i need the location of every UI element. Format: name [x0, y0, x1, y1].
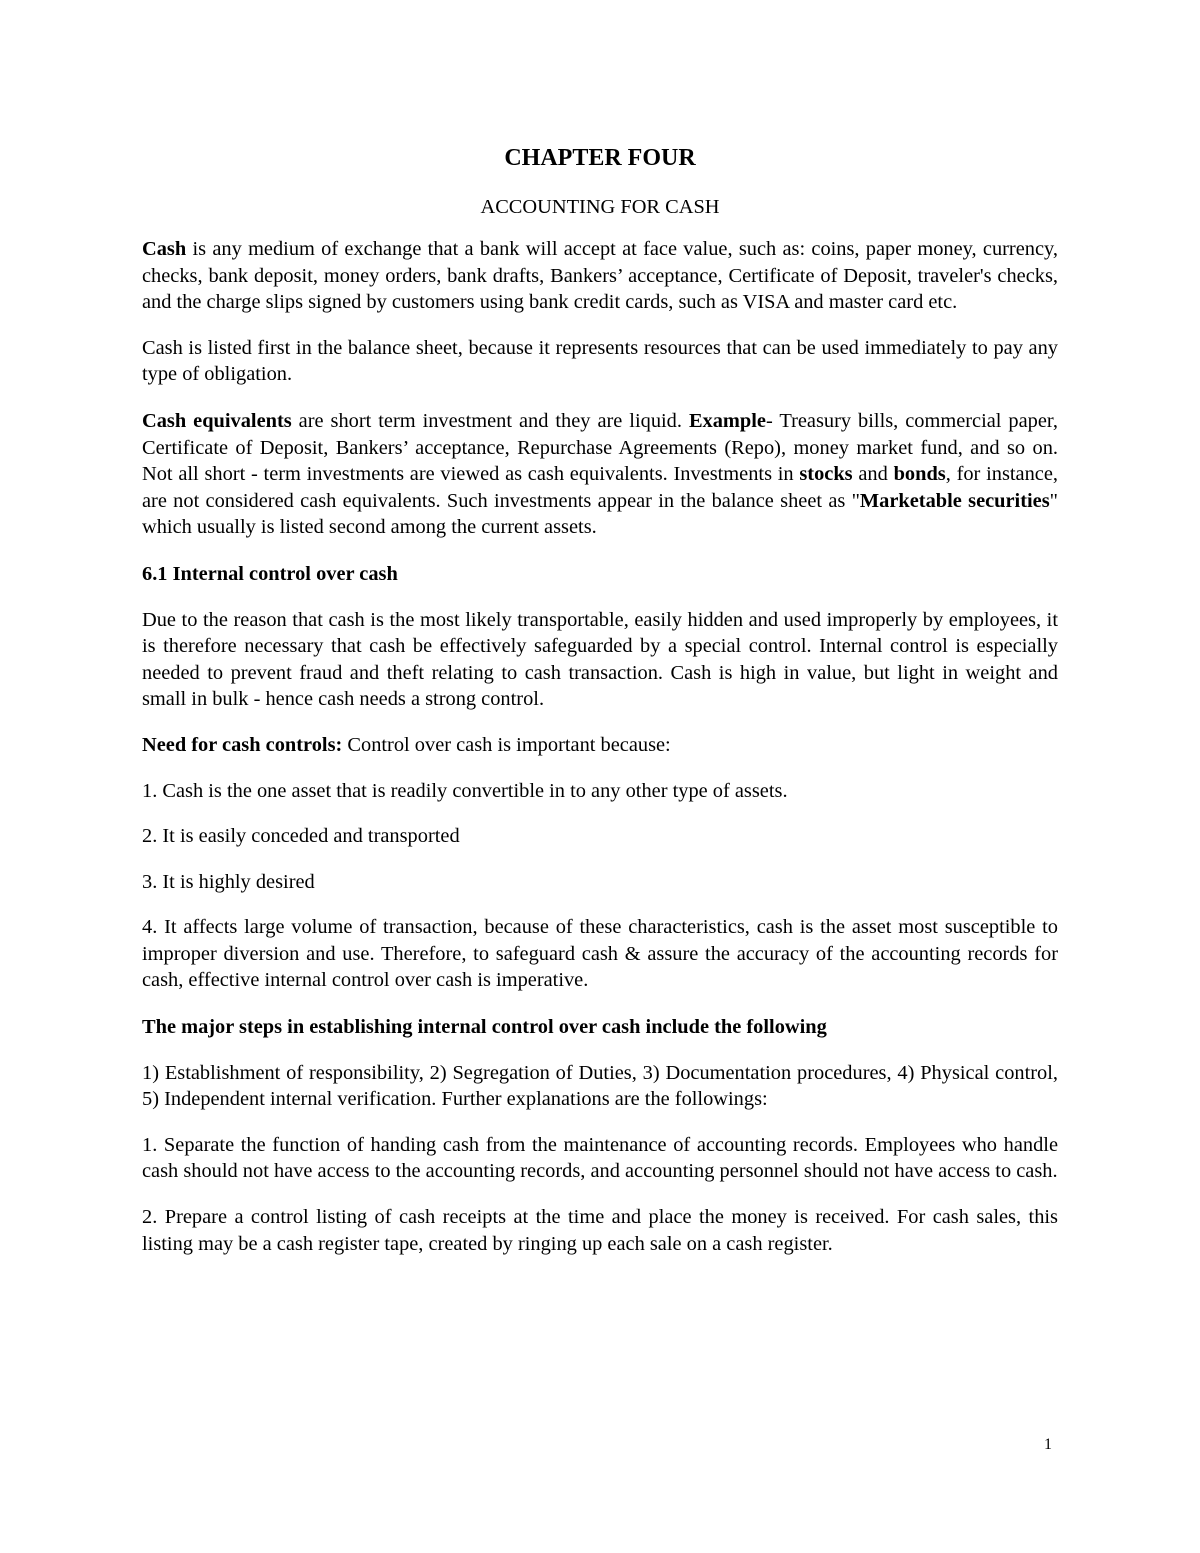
explanation-item: 2. Prepare a control listing of cash receipts at the time and place the money is received. For cash sales, this listing may be a cash register tape, created by ringing up each sale on a cash register.: [142, 1206, 1058, 1255]
explanation-item: 1. Separate the function of handing cash from the maintenance of accounting records. Employees who handle cash should not have access to the accounting records, and accounting personnel should not have access to cash.: [142, 1133, 1058, 1183]
major-steps-list: 1) Establishment of responsibility, 2) Segregation of Duties, 3) Documentation procedures, 4) Physical control, 5) Independent internal verification. Further explanations are the followings:: [142, 1061, 1058, 1111]
cash-equivalents-text-1: are short term investment and they are liquid.: [291, 409, 689, 432]
cash-equivalents-text-4: " which usually is listed second among the current assets.: [142, 489, 1058, 539]
major-steps-heading: The major steps in establishing internal control over cash include the following: [142, 1016, 827, 1039]
and-text: and: [852, 463, 894, 486]
chapter-title: CHAPTER FOUR: [504, 145, 696, 171]
need-for-controls-label: Need for cash controls:: [142, 733, 343, 756]
page-number: 1: [1044, 1436, 1052, 1453]
cash-equivalents-text-3: , for instance, are not considered cash equivalents. Such investments appear in the balance sheet as ": [142, 463, 1058, 512]
bonds-term: bonds: [893, 463, 946, 486]
cash-equivalents-paragraph: [142, 408, 1058, 541]
cash-definition-text: is any medium of exchange that a bank will accept at face value, such as: coins, paper money, currency, checks, bank deposit, money orders, bank drafts, Bankers’ acceptance, Certificate of Deposit, traveler's checks, and the charge slips signed by customers using bank credit cards, such as VISA and master card etc.: [142, 238, 1058, 314]
chapter-subtitle: ACCOUNTING FOR CASH: [480, 196, 720, 218]
list-item: 2. It is easily conceded and transported: [142, 825, 460, 848]
cash-definition-paragraph: [142, 236, 1058, 316]
cash-equivalents-term: Cash equivalents: [142, 409, 292, 432]
need-for-controls-paragraph: [142, 732, 1058, 759]
list-item: 4. It affects large volume of transaction, because of these characteristics, cash is the asset most susceptible to improper diversion and use. Therefore, to safeguard cash & assure the accuracy of the accounting records for cash, effective internal control over cash is imperative.: [142, 916, 1058, 992]
marketable-securities-term: Marketable securities: [859, 489, 1050, 512]
cash-term: Cash: [142, 238, 187, 260]
cash-equivalents-text-2: - Treasury bills, commercial paper, Certificate of Deposit, Bankers’ acceptance, Repurchase Agreements (Repo), money market fund, and so on. Not all short - term investments are viewed as cash equivalents. Investments in: [142, 409, 1058, 486]
list-item: 1. Cash is the one asset that is readily convertible in to any other type of assets.: [142, 779, 788, 802]
section-heading: 6.1 Internal control over cash: [142, 562, 398, 585]
internal-control-paragraph: Due to the reason that cash is the most likely transportable, easily hidden and used improperly by employees, it is therefore necessary that cash be effectively safeguarded by a special control. Internal control is especially needed to prevent fraud and theft relating to cash transaction. Cash is high in value, but light in weight and small in bulk - hence cash needs a strong control.: [142, 608, 1058, 711]
list-item: 3. It is highly desired: [142, 870, 315, 893]
need-for-controls-text: Control over cash is important because:: [342, 733, 671, 756]
page-content: [142, 142, 1058, 1257]
cash-listed-paragraph: Cash is listed first in the balance sheet, because it represents resources that can be used immediately to pay any type of obligation.: [142, 336, 1058, 386]
stocks-term: stocks: [799, 463, 853, 486]
example-label: Example: [688, 409, 766, 432]
